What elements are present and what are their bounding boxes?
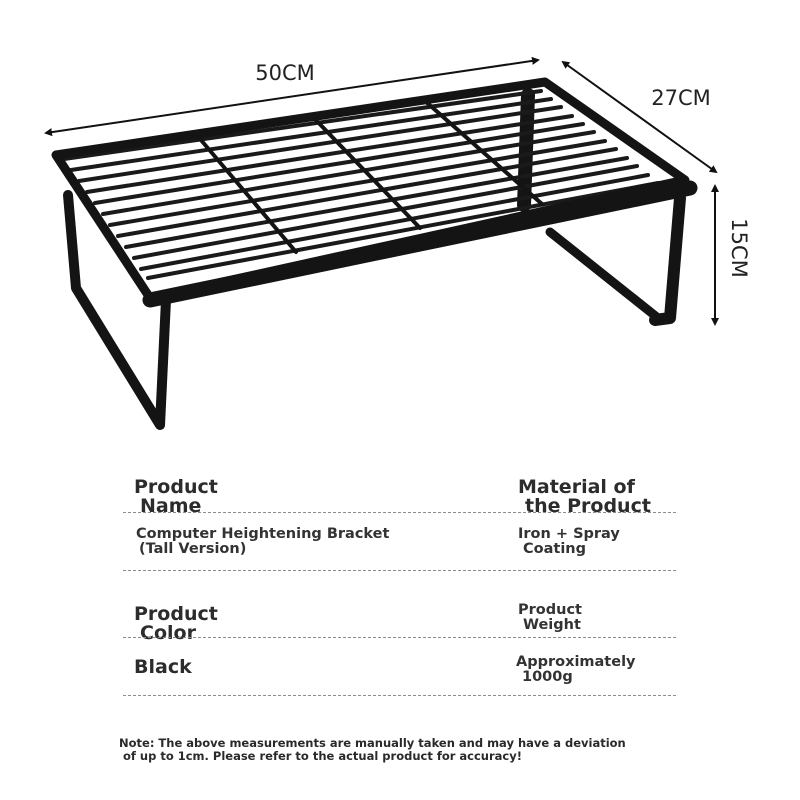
height-label: 15CM: [727, 218, 751, 278]
divider-line: [123, 570, 676, 571]
material-value: Iron + Spray Coating: [518, 526, 620, 557]
measurement-note: Note: The above measurements are manually taken and may have a deviation of up to 1cm. Please refer to the actual product for accuracy!: [119, 736, 626, 764]
product-color-label: Product Color: [134, 603, 218, 644]
depth-label: 27CM: [651, 86, 711, 110]
product-name-label: Product Name: [134, 476, 218, 517]
divider-line: [123, 637, 676, 638]
product-weight-label: Product Weight: [518, 602, 582, 633]
divider-line: [123, 695, 676, 696]
width-label: 50CM: [255, 61, 315, 85]
material-label: Material of the Product: [518, 476, 651, 517]
product-weight-value: Approximately 1000g: [516, 654, 636, 685]
product-name-value: Computer Heightening Bracket (Tall Version): [136, 526, 390, 557]
divider-line: [123, 512, 676, 513]
product-color-value: Black: [134, 656, 192, 678]
